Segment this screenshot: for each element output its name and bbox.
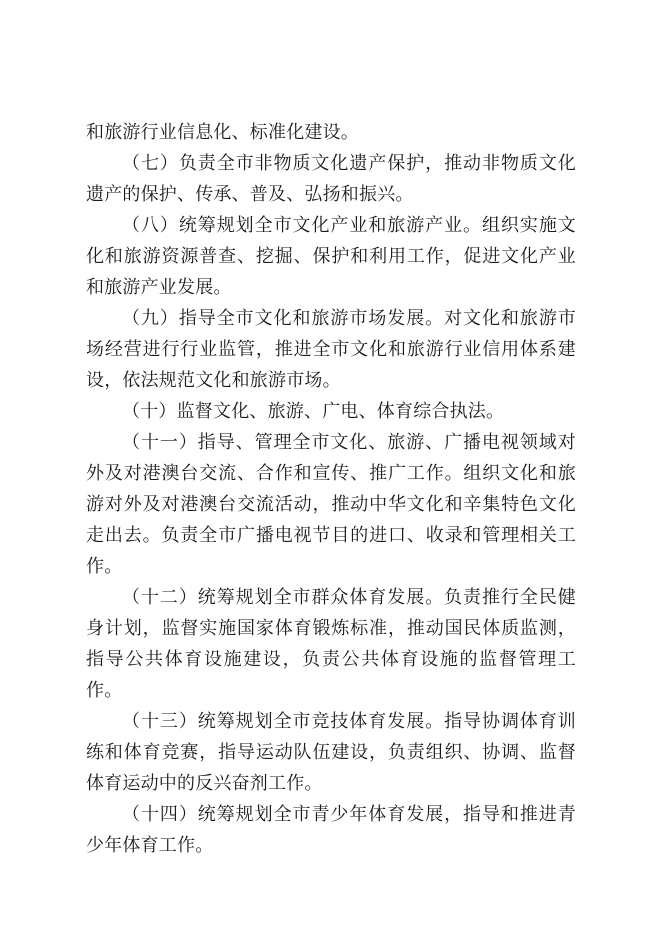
paragraph-item-11: （十一）指导、管理全市文化、旅游、广播电视领域对外及对港澳台交流、合作和宣传、推广工作。组织文化和旅游对外及对港澳台交流活动，推动中华文化和辛集特色文化走出去。负责全市广播电视节目的进口、收录和管理相关工作。 bbox=[86, 432, 576, 577]
document-body bbox=[86, 117, 576, 861]
paragraph-item-9: （九）指导全市文化和旅游市场发展。对文化和旅游市场经营进行行业监管，推进全市文化和旅游行业信用体系建设，依法规范文化和旅游市场。 bbox=[86, 308, 576, 391]
paragraph-item-13: （十三）统筹规划全市竞技体育发展。指导协调体育训练和体育竞赛，指导运动队伍建设，负责组织、协调、监督体育运动中的反兴奋剂工作。 bbox=[86, 711, 576, 794]
paragraph-item-7: （七）负责全市非物质文化遗产保护，推动非物质文化遗产的保护、传承、普及、弘扬和振兴。 bbox=[86, 153, 576, 205]
paragraph-continuation: 和旅游行业信息化、标准化建设。 bbox=[86, 122, 359, 143]
paragraph-item-10: （十）监督文化、旅游、广电、体育综合执法。 bbox=[122, 401, 505, 422]
paragraph-item-12: （十二）统筹规划全市群众体育发展。负责推行全民健身计划，监督实施国家体育锻炼标准，推动国民体质监测，指导公共体育设施建设，负责公共体育设施的监督管理工作。 bbox=[86, 587, 576, 701]
paragraph-item-8: （八）统筹规划全市文化产业和旅游产业。组织实施文化和旅游资源普查、挖掘、保护和利用工作，促进文化产业和旅游产业发展。 bbox=[86, 215, 576, 298]
paragraph-item-14: （十四）统筹规划全市青少年体育发展，指导和推进青少年体育工作。 bbox=[86, 804, 576, 856]
